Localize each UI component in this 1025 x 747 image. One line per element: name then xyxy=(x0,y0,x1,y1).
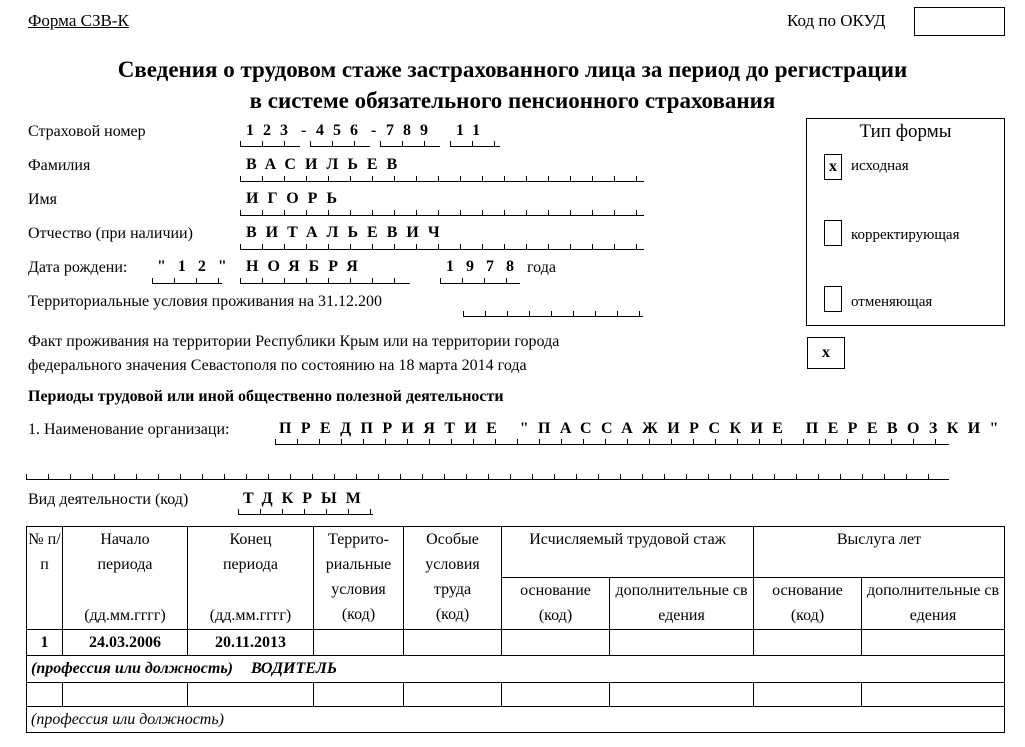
row-num[interactable]: 1 xyxy=(27,630,63,656)
org-label: 1. Наименование организаци: xyxy=(28,421,230,438)
col-num-header: № п/п xyxy=(27,527,63,630)
form-code: Форма СЗВ-К xyxy=(28,11,129,30)
birth-year[interactable]: 1978 xyxy=(446,258,526,275)
snils-part-1: 123 xyxy=(246,122,297,139)
patronymic-underline xyxy=(240,249,644,250)
profession-cell-2[interactable] xyxy=(27,707,1005,733)
okud-input[interactable] xyxy=(914,7,1005,36)
surname-value[interactable]: ВАСИЛЬЕВ xyxy=(246,156,407,173)
col-special-header: Особые условия труда (код) xyxy=(404,527,502,630)
snils-label: Страховой номер xyxy=(28,123,146,140)
form-type-cancel-checkbox[interactable] xyxy=(824,286,842,312)
name-underline xyxy=(240,215,644,216)
territory-underline[interactable] xyxy=(463,316,643,317)
form-type-corrective-checkbox[interactable] xyxy=(824,220,842,246)
snils-part-2: 456 xyxy=(316,122,367,139)
periods-table xyxy=(26,526,1005,733)
row-stazh-extra[interactable] xyxy=(610,630,754,656)
col-service-extra-header: дополнительные сведения xyxy=(862,578,1005,630)
row-stazh-basis[interactable] xyxy=(502,630,610,656)
profession-label: (профессия или должность) xyxy=(31,660,233,677)
profession-value: ВОДИТЕЛЬ xyxy=(250,660,337,677)
table-row xyxy=(27,630,1005,656)
territory-label: Территориальные условия проживания на 31.12.200 xyxy=(28,293,383,310)
org-underline-1 xyxy=(275,444,949,445)
profession-label-2: (профессия или должность) xyxy=(31,711,224,728)
snils-part-3: 789 xyxy=(386,122,437,139)
table-row xyxy=(27,683,1005,707)
col-stazh-basis-header: основание (код) xyxy=(502,578,610,630)
activity-label: Вид деятельности (код) xyxy=(28,491,189,508)
form-type-initial-checkbox[interactable]: х xyxy=(824,154,842,180)
okud-label: Код по ОКУД xyxy=(787,11,886,30)
row-end[interactable]: 20.11.2013 xyxy=(188,630,314,656)
profession-row xyxy=(27,656,1005,683)
profession-cell[interactable] xyxy=(27,656,1005,683)
col-end-header: Конец периода (дд.мм.гггг) xyxy=(188,527,314,630)
form-type-initial-label: исходная xyxy=(851,158,909,174)
row-terr[interactable] xyxy=(314,630,404,656)
crimea-text-line1: Факт проживания на территории Республики Крым или на территории города xyxy=(28,333,560,350)
org-name[interactable]: ПРЕДПРИЯТИЕ "ПАССАЖИРСКИЕ ПЕРЕВОЗКИ" xyxy=(279,420,1008,437)
crimea-checkbox[interactable]: х xyxy=(807,337,845,369)
crimea-text-line2: федерального значения Севастополя по состоянию на 18 марта 2014 года xyxy=(28,357,527,374)
col-stazh-extra-header: дополнительные сведения xyxy=(610,578,754,630)
patronymic-label: Отчество (при наличии) xyxy=(28,225,193,242)
surname-label: Фамилия xyxy=(28,157,91,174)
col-service-basis-header: основание (код) xyxy=(754,578,862,630)
name-label: Имя xyxy=(28,191,58,208)
birth-month[interactable]: НОЯБРЯ xyxy=(246,258,367,275)
snils-dash-2: - xyxy=(371,122,386,139)
profession-row xyxy=(27,707,1005,733)
col-terr-header: Террито-риальные условия (код) xyxy=(314,527,404,630)
snils-dash-1: - xyxy=(301,122,316,139)
form-type-corrective-label: корректирующая xyxy=(851,227,960,243)
org-underline-2 xyxy=(26,479,949,480)
form-type-cancel-label: отменяющая xyxy=(851,294,933,310)
patronymic-value[interactable]: ВИТАЛЬЕВИЧ xyxy=(246,224,449,241)
form-title-line2: в системе обязательного пенсионного страхования xyxy=(249,88,776,113)
activity-underline xyxy=(238,514,373,515)
form-type-title: Тип формы xyxy=(859,121,952,142)
surname-underline xyxy=(240,181,644,182)
col-service-header: Выслуга лет xyxy=(754,527,1005,578)
row-service-extra[interactable] xyxy=(862,630,1005,656)
name-value[interactable]: ИГОРЬ xyxy=(246,190,347,207)
birth-day[interactable]: " 1 2 " xyxy=(157,258,231,275)
form-title-line1: Сведения о трудовом стаже застрахованного лица за период до регистрации xyxy=(117,57,908,82)
activity-code[interactable]: ТДКРЫМ xyxy=(243,490,370,507)
row-service-basis[interactable] xyxy=(754,630,862,656)
snils-part-4: 11 xyxy=(456,122,490,139)
row-start[interactable]: 24.03.2006 xyxy=(63,630,188,656)
periods-heading: Периоды трудовой или иной общественно полезной деятельности xyxy=(28,388,504,405)
col-start-header: Начало периода (дд.мм.гггг) xyxy=(63,527,188,630)
birth-year-suffix: года xyxy=(527,259,556,276)
col-stazh-header: Исчисляемый трудовой стаж xyxy=(502,527,754,578)
row-special[interactable] xyxy=(404,630,502,656)
birth-label: Дата рождени: xyxy=(28,259,128,276)
